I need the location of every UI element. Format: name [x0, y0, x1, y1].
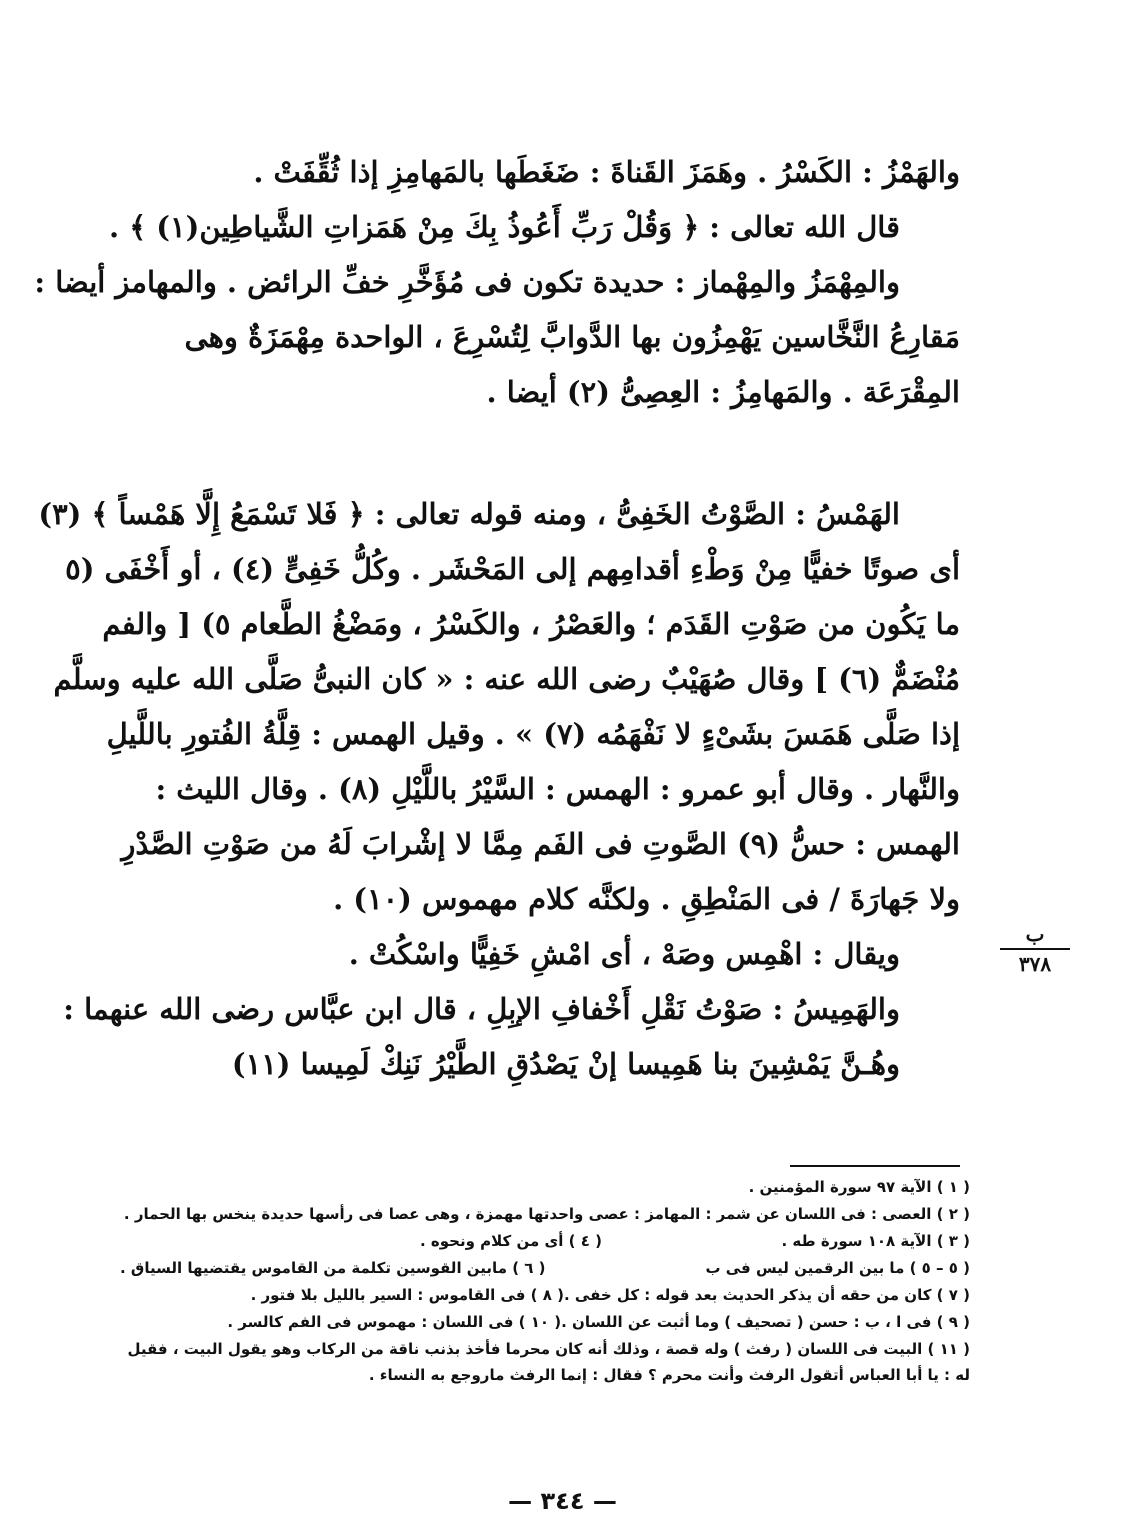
footnote: ( ٣ ) الآية ١٠٨ سورة طه . — [781, 1232, 970, 1250]
text-line: إذا صَلَّى هَمَسَ بشَىْءٍ لا نَفْهَمُه (٧) » . وقيل الهمس : قِلَّةُ الفُتورِ باللَّيلِ — [106, 717, 960, 751]
folio-number: ٣٧٨ — [1018, 952, 1052, 976]
quran-verse-line: قال الله تعالى : ﴿ وَقُلْ رَبِّ أَعُوذُ بِكَ مِنْ هَمَزاتِ الشَّياطِين(١) ﴾ . — [109, 210, 900, 244]
footnote: ( ٨ ) فى القاموس : السير بالليل بلا فتور . — [250, 1286, 564, 1304]
text-line: الهمس : حسُّ (٩) الصَّوتِ فى الفَم مِمَّا لا إشْرابَ لَهُ من صَوْتِ الصَّدْرِ — [121, 827, 960, 861]
text-line: المِقْرَعَة . والمَهامِزُ : العِصِىُّ (٢) أيضا . — [486, 375, 960, 409]
folio-divider — [1000, 948, 1070, 950]
footnote: ( ٩ ) فى ا ، ب : حسن ( تصحيف ) وما أثبت عن اللسان . — [561, 1313, 970, 1331]
text-line: ولا جَهارَةَ / فى المَنْطِقِ . ولكنَّه كلام مهموس (١٠) . — [333, 882, 960, 916]
footnote-row — [120, 1309, 970, 1336]
poetry-verse-line: وهُـنَّ يَمْشِينَ بنا هَمِيسا إنْ يَصْدُقِ الطَّيْرُ نَنِكْ لَمِيسا (١١) — [231, 1047, 900, 1081]
text-line: الهَمْسُ : الصَّوْتُ الخَفِىُّ ، ومنه قوله تعالى : ﴿ فَلا تَسْمَعُ إِلَّا هَمْساً ﴾ (٣) — [38, 497, 900, 531]
text-line: والهَمْزُ : الكَسْرُ . وهَمَزَ القَناةَ : ضَغَطَها بالمَهامِزِ إذا ثُقِّفَتْ . — [253, 155, 960, 189]
text-line: ويقال : اهْمِس وصَهْ ، أى امْشِ خَفِيًّا واسْكُتْ . — [348, 937, 900, 971]
footnote-row — [120, 1174, 970, 1201]
text-line: والمِهْمَزُ والمِهْماز : حديدة تكون فى مُؤَخَّرِ خفِّ الرائض . والمهامز أيضا : — [34, 265, 900, 299]
manuscript-folio-note — [1000, 922, 1070, 976]
text-line: والهَمِيسُ : صَوْتُ نَقْلِ أَخْفافِ الإبِلِ ، قال ابن عبَّاس رضى الله عنهما : — [63, 992, 900, 1026]
manuscript-letter: ب — [1025, 922, 1045, 946]
text-line: ما يَكُون من صَوْتِ القَدَم ؛ والعَصْرُ ، والكَسْرُ ، ومَضْغُ الطَّعام ٥) [ والفم — [102, 607, 960, 641]
page-number: — ٣٤٤ — — [508, 1487, 617, 1515]
footnote: ( ١٠ ) فى اللسان : مهموس فى الفم كالسر . — [227, 1313, 562, 1331]
entry-hams — [38, 487, 960, 1092]
footnote: ( ٢ ) العصى : فى اللسان عن شمر : المهامز : عصى واحدتها مهمزة ، وهى عصا فى رأسها حديدة ينخس بها الحمار . — [123, 1205, 970, 1223]
text-line: مَقارِعُ النَّخَّاسين يَهْمِزُون بها الدَّوابَّ لِتُسْرِعَ ، الواحدة مِهْمَزَةٌ وهى — [184, 320, 960, 354]
footnote-row — [120, 1255, 970, 1282]
footnote-separator — [790, 1165, 960, 1167]
footnote: ( ٦ ) مابين القوسين تكلمة من القاموس يقتضيها السياق . — [120, 1259, 546, 1277]
footnote: ( ٤ ) أى من كلام ونحوه . — [420, 1232, 602, 1250]
footnote-row — [120, 1201, 970, 1228]
text-line: مُنْضَمٌّ (٦) ] وقال صُهَيْبٌ رضى الله عنه : « كان النبىُّ صَلَّى الله عليه وسلَّم — [53, 662, 960, 696]
footnotes — [120, 1174, 970, 1388]
footnote: ( ٥ – ٥ ) ما بين الرقمين ليس فى ب — [705, 1259, 970, 1277]
text-line: أى صوتًا خفيًّا مِنْ وَطْءِ أقدامِهم إلى المَحْشَر . وكُلُّ خَفِىٍّ (٤) ، أو أَخْفَى (٥ — [65, 552, 960, 586]
footnote: ( ٧ ) كان من حقه أن يذكر الحديث بعد قوله : كل خفى . — [564, 1286, 970, 1304]
entry-hamz — [34, 145, 960, 420]
footnote: ( ١١ ) البيت فى اللسان ( رفث ) وله قصة ، وذلك أنه كان محرما فأخذ بذنب ناقة من الركاب وهو يقول البيت ، فقيل له : يا أبا العباس أتقول الرفث وأنت محرم ؟ فقال : إنما الرفث ماروجع به النساء . — [127, 1340, 970, 1384]
text-line: والنَّهار . وقال أبو عمرو : الهمس : السَّيْرُ باللَّيْلِ (٨) . وقال الليث : — [155, 772, 960, 806]
footnote-row — [120, 1282, 970, 1309]
footnote: ( ١ ) الآية ٩٧ سورة المؤمنين . — [748, 1178, 970, 1196]
footnote-row — [120, 1228, 970, 1255]
